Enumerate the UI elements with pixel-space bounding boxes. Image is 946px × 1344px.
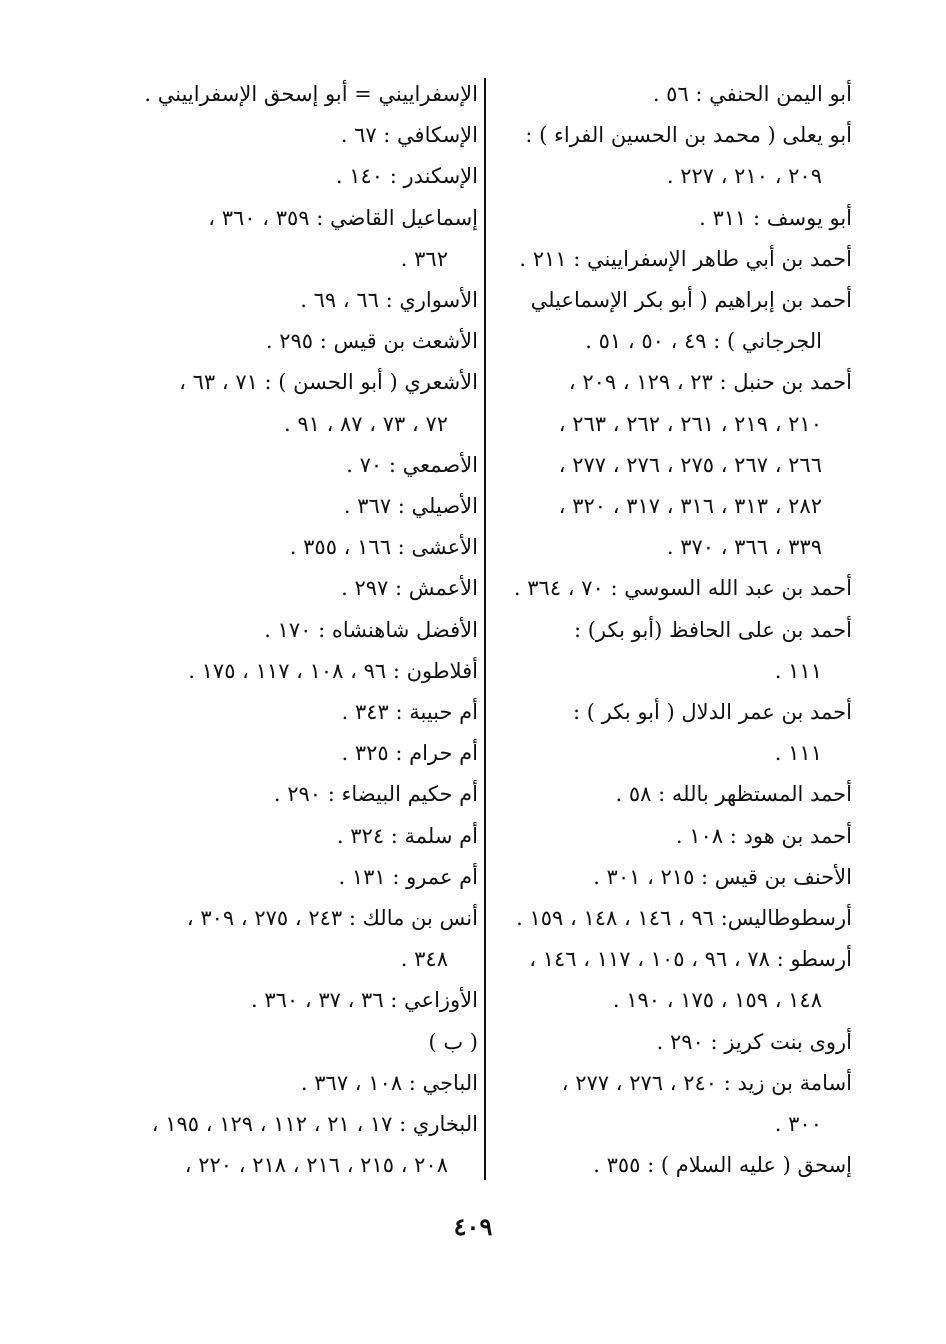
index-entry: [108, 280, 478, 321]
entry-line: البخاري : ١٧ ، ٢١ ، ١١٢ ، ١٢٩ ، ١٩٥ ،: [151, 1112, 478, 1137]
index-entry: [496, 774, 852, 815]
entry-line: أبو اليمن الحنفي : ٥٦ .: [652, 82, 852, 106]
entry-line: أنس بن مالك : ٢٤٣ ، ٢٧٥ ، ٣٠٩ ،: [186, 906, 478, 931]
index-entry: [496, 816, 852, 857]
index-entry: [108, 115, 478, 156]
entry-line: أم حرام : ٣٢٥ .: [341, 741, 478, 766]
entry-line: الأفضل شاهنشاه : ١٧٠ .: [264, 617, 478, 642]
entry-line: أحمد بن حنبل : ٢٣ ، ١٢٩ ، ٢٠٩ ،: [568, 370, 852, 395]
entry-line: الباجي : ١٠٨ ، ٣٦٧ .: [300, 1070, 478, 1095]
entry-line: أم عمرو : ١٣١ .: [338, 864, 478, 889]
entry-line: أم سلمة : ٣٢٤ .: [336, 823, 478, 848]
entry-line: الأوزاعي : ٣٦ ، ٣٧ ، ٣٦٠ .: [251, 988, 478, 1013]
index-entry: [108, 733, 478, 774]
index-entry: [108, 568, 478, 609]
index-entry: [108, 486, 478, 527]
entry-line: أحمد بن عمر الدلال ( أبو بكر ) :: [573, 700, 852, 725]
index-entry: [496, 1022, 852, 1063]
entry-line: الأشعري ( أبو الحسن ) : ٧١ ، ٦٣ ،: [179, 370, 478, 395]
index-column-right: [496, 74, 852, 1186]
entry-continuation-line: ٣٣٩ ، ٣٦٦ ، ٣٧٠ .: [666, 535, 822, 560]
index-entry: [108, 527, 478, 568]
index-entry: [108, 857, 478, 898]
index-entry: [496, 692, 852, 774]
entry-continuation-line: ١١١ .: [774, 741, 822, 766]
entry-line: أحمد بن إبراهيم ( أبو بكر الإسماعيلي: [530, 288, 852, 313]
entry-line: أم حبيبة : ٣٤٣ .: [341, 700, 478, 725]
index-entry: [496, 74, 852, 115]
entry-line: أحمد بن أبي طاهر الإسفراييني : ٢١١ .: [519, 246, 852, 271]
index-entry: [108, 898, 478, 980]
index-entry: [108, 651, 478, 692]
column-divider: [484, 78, 486, 1180]
index-entry: [108, 362, 478, 444]
entry-line: أحمد المستظهر بالله : ٥٨ .: [615, 782, 852, 807]
entry-line: الإسفراييني = أبو إسحق الإسفراييني .: [144, 82, 478, 106]
entry-line: الأصيلي : ٣٦٧ .: [343, 494, 478, 519]
index-entry: [108, 816, 478, 857]
page-number: ٤٠٩: [453, 1212, 493, 1241]
index-entry: [496, 362, 852, 568]
index-column-left: [108, 74, 478, 1186]
index-entry: [108, 980, 478, 1021]
entry-continuation-line: ٣٦٢ .: [400, 246, 448, 271]
entry-line: أرسطوطاليس: ٩٦ ، ١٤٦ ، ١٤٨ ، ١٥٩ .: [516, 906, 852, 931]
entry-continuation-line: ٧٢ ، ٧٣ ، ٨٧ ، ٩١ .: [283, 411, 448, 436]
entry-line: الأعمش : ٢٩٧ .: [341, 576, 478, 601]
entry-continuation-line: ٣٠٠ .: [774, 1112, 822, 1137]
entry-line: أفلاطون : ٩٦ ، ١٠٨ ، ١١٧ ، ١٧٥ .: [188, 658, 478, 683]
entry-line: أحمد بن عبد الله السوسي : ٧٠ ، ٣٦٤ .: [513, 576, 852, 601]
index-entry: [496, 1063, 852, 1145]
entry-continuation-line: ٢١٠ ، ٢١٩ ، ٢٦١ ، ٢٦٢ ، ٢٦٣ ،: [558, 411, 822, 436]
entry-continuation-line: ٢٨٢ ، ٣١٣ ، ٣١٦ ، ٣١٧ ، ٣٢٠ ،: [558, 494, 822, 519]
entry-line: الأعشى : ١٦٦ ، ٣٥٥ .: [289, 535, 478, 560]
index-entry: [496, 857, 852, 898]
entry-continuation-line: ٢٠٨ ، ٢١٥ ، ٢١٦ ، ٢١٨ ، ٢٢٠ ،: [184, 1153, 448, 1178]
index-entry: [496, 898, 852, 939]
index-entry: [108, 1063, 478, 1104]
index-entry: [108, 156, 478, 197]
entry-continuation-line: الجرجاني ) : ٤٩ ، ٥٠ ، ٥١ .: [585, 329, 822, 354]
index-entry: [108, 692, 478, 733]
index-entry: [108, 74, 478, 115]
index-entry: [108, 1104, 478, 1186]
entry-line: أبو يعلى ( محمد بن الحسين الفراء ) :: [525, 123, 852, 148]
entry-continuation-line: ١٤٨ ، ١٥٩ ، ١٧٥ ، ١٩٠ .: [612, 988, 822, 1013]
index-entry: [108, 1022, 478, 1063]
entry-line: أروى بنت كريز : ٢٩٠ .: [656, 1029, 852, 1054]
index-entry: [108, 198, 478, 280]
section-heading: ( ب ): [428, 1029, 478, 1054]
entry-line: إسماعيل القاضي : ٣٥٩ ، ٣٦٠ ،: [208, 205, 478, 230]
entry-line: الأسواري : ٦٦ ، ٦٩ .: [300, 288, 478, 313]
index-entry: [496, 939, 852, 1021]
index-entry: [108, 321, 478, 362]
entry-line: الإسكافي : ٦٧ .: [340, 123, 478, 148]
entry-continuation-line: ١١١ .: [774, 658, 822, 683]
entry-line: الإسكندر : ١٤٠ .: [335, 164, 478, 189]
entry-line: الأصمعي : ٧٠ .: [346, 452, 478, 477]
entry-continuation-line: ٢٠٩ ، ٢١٠ ، ٢٢٧ .: [666, 164, 822, 189]
entry-line: إسحق ( عليه السلام ) : ٣٥٥ .: [593, 1153, 852, 1178]
index-entry: [496, 280, 852, 362]
index-entry: [496, 610, 852, 692]
index-entry: [496, 198, 852, 239]
entry-continuation-line: ٣٤٨ .: [400, 947, 448, 972]
entry-line: أحمد بن على الحافظ (أبو بكر) :: [573, 617, 852, 642]
index-entry: [496, 1145, 852, 1186]
index-entry: [496, 239, 852, 280]
entry-line: الأحنف بن قيس : ٢١٥ ، ٣٠١ .: [593, 864, 852, 889]
entry-line: أسامة بن زيد : ٢٤٠ ، ٢٧٦ ، ٢٧٧ ،: [561, 1070, 852, 1095]
index-entry: [496, 115, 852, 197]
entry-continuation-line: ٢٦٦ ، ٢٦٧ ، ٢٧٥ ، ٢٧٦ ، ٢٧٧ ،: [558, 452, 822, 477]
entry-line: الأشعث بن قيس : ٢٩٥ .: [265, 329, 478, 354]
index-entry: [108, 445, 478, 486]
index-entry: [108, 610, 478, 651]
index-entry: [496, 568, 852, 609]
index-entry: [108, 774, 478, 815]
entry-line: أحمد بن هود : ١٠٨ .: [675, 823, 852, 848]
entry-line: أرسطو : ٧٨ ، ٩٦ ، ١٠٥ ، ١١٧ ، ١٤٦ ،: [529, 947, 852, 972]
entry-line: أم حكيم البيضاء : ٢٩٠ .: [273, 782, 478, 807]
entry-line: أبو يوسف : ٣١١ .: [699, 205, 852, 230]
